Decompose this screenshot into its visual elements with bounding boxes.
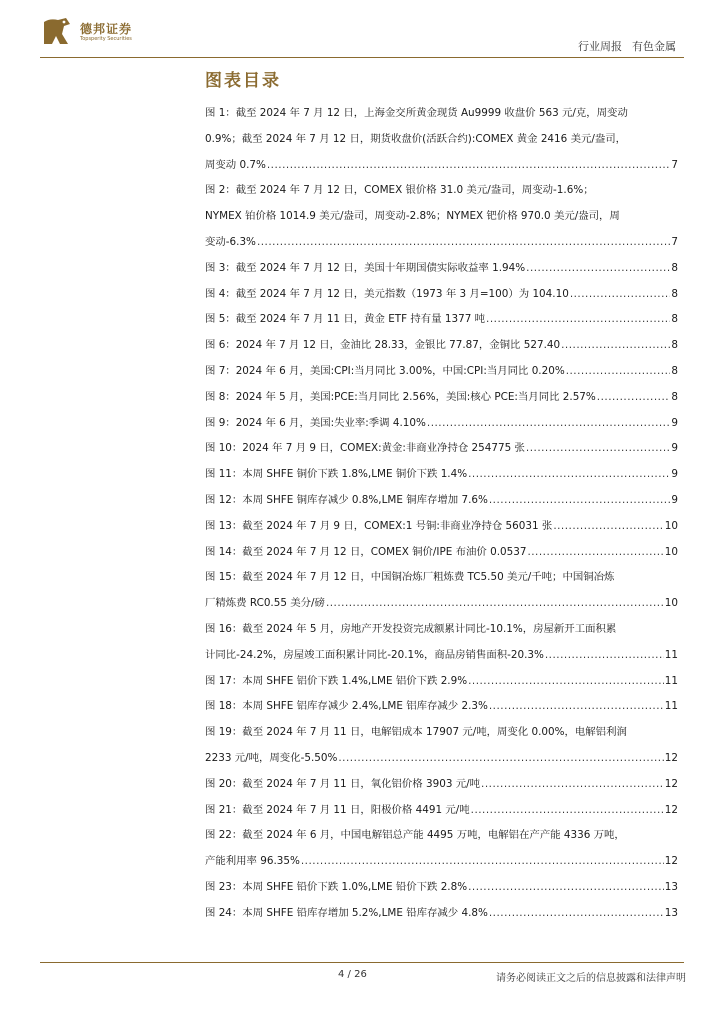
dot-leader [597, 385, 671, 411]
toc-page-number: 7 [671, 235, 678, 248]
toc-entry[interactable] [205, 901, 678, 927]
toc-page-number: 8 [671, 390, 678, 403]
toc-entry[interactable] [205, 875, 678, 901]
company-logo [40, 12, 160, 52]
toc-entry-line [205, 694, 678, 720]
toc-entry-line [205, 488, 678, 514]
disclaimer-text: 请务必阅读正文之后的信息披露和法律声明 [496, 973, 686, 984]
toc-entry[interactable] [205, 436, 678, 462]
toc-entry[interactable] [205, 669, 678, 695]
toc-entry-text: 图 13：截至 2024 年 7 月 9 日，COMEX:1 号铜:非商业净持仓 56031 张 [205, 519, 553, 532]
toc-entry-line: 图 19：截至 2024 年 7 月 11 日，电解铝成本 17907 元/吨，周变化 0.00%，电解铝利润 [205, 726, 627, 739]
dot-leader [338, 746, 663, 772]
toc-title: 图表目录 [205, 71, 281, 91]
dot-leader [570, 282, 671, 308]
toc-entry-line [205, 230, 678, 256]
toc-entry-line [205, 462, 678, 488]
toc-entry-line [205, 849, 678, 875]
toc-entry-text: 图 3：截至 2024 年 7 月 12 日，美国十年期国债实际收益率 1.94% [205, 261, 526, 274]
toc-entry-line [205, 359, 678, 385]
dot-leader [489, 488, 671, 514]
toc-entry-text: 2233 元/吨，周变化-5.50% [205, 751, 338, 764]
toc-entry-line [205, 514, 678, 540]
toc-page-number: 9 [671, 442, 678, 455]
toc-entry-text: 图 17：本周 SHFE 铝价下跌 1.4%,LME 铝价下跌 2.9% [205, 674, 468, 687]
toc-entry[interactable] [205, 565, 678, 617]
toc-entry-text: 图 4：截至 2024 年 7 月 12 日，美元指数（1973 年 3 月=100）为 104.10 [205, 287, 569, 300]
toc-entry-line [205, 643, 678, 669]
toc-entry-text: 厂精炼费 RC0.55 美分/磅 [205, 597, 325, 610]
toc-entry-text: 图 21：截至 2024 年 7 月 11 日，阳极价格 4491 元/吨 [205, 803, 470, 816]
toc-entry-line: 图 1：截至 2024 年 7 月 12 日，上海金交所黄金现货 Au9999 收盘价 563 元/克，周变动 [205, 107, 628, 119]
dot-leader [427, 411, 670, 437]
brand-name: 德邦证券 [80, 22, 133, 36]
toc-entry-line: 0.9%；截至 2024 年 7 月 12 日，期货收盘价(活跃合约):COMEX 黄金 2416 美元/盎司， [205, 132, 627, 145]
toc-page-number: 9 [671, 416, 678, 429]
toc-entry[interactable] [205, 282, 678, 308]
dot-leader [468, 669, 664, 695]
toc-entry-line [205, 385, 678, 411]
dot-leader [526, 436, 670, 462]
table-of-figures [205, 101, 678, 927]
toc-entry-text: 图 14：截至 2024 年 7 月 12 日，COMEX 铜价/IPE 布油价 0.0537 [205, 545, 527, 558]
toc-page-number: 8 [671, 313, 678, 326]
header-divider [40, 57, 684, 58]
toc-entry-line: 图 2：截至 2024 年 7 月 12 日，COMEX 银价格 31.0 美元/盎司，周变动-1.6%； [205, 184, 594, 197]
toc-entry-text: 图 23：本周 SHFE 铅价下跌 1.0%,LME 铅价下跌 2.8% [205, 880, 468, 893]
toc-entry[interactable] [205, 772, 678, 798]
toc-entry[interactable] [205, 514, 678, 540]
toc-entry[interactable] [205, 359, 678, 385]
toc-entry[interactable] [205, 720, 678, 772]
toc-entry-line [205, 772, 678, 798]
toc-entry[interactable] [205, 385, 678, 411]
logo-mark-icon [40, 14, 76, 50]
toc-entry-line [205, 875, 678, 901]
toc-page-number: 11 [664, 674, 678, 687]
toc-entry-line [205, 591, 678, 617]
toc-page-number: 12 [664, 803, 678, 816]
toc-page-number: 9 [671, 468, 678, 481]
dot-leader [527, 540, 663, 566]
dot-leader [257, 230, 670, 256]
toc-page-number: 10 [664, 519, 678, 532]
dot-leader [468, 462, 670, 488]
toc-page-number: 8 [671, 261, 678, 274]
toc-entry[interactable] [205, 101, 678, 178]
toc-entry[interactable] [205, 488, 678, 514]
dot-leader [486, 307, 670, 333]
toc-entry-line [205, 282, 678, 308]
toc-entry-line [205, 153, 678, 179]
toc-entry-line [205, 436, 678, 462]
toc-entry-text: 图 6：2024 年 7 月 12 日，金油比 28.33，金银比 77.87，金铜比 527.40 [205, 339, 561, 352]
toc-entry-line [205, 669, 678, 695]
report-tags [578, 38, 676, 54]
toc-page-number: 11 [664, 648, 678, 661]
toc-entry[interactable] [205, 617, 678, 669]
toc-entry-line [205, 798, 678, 824]
toc-entry-text: 图 7：2024 年 6 月，美国:CPI:当月同比 3.00%，中国:CPI:当月同比 0.20% [205, 364, 565, 377]
dot-leader [545, 643, 664, 669]
toc-page-number: 7 [671, 158, 678, 171]
toc-entry-text: 图 8：2024 年 5 月，美国:PCE:当月同比 2.56%，美国:核心 PCE:当月同比 2.57% [205, 390, 596, 403]
toc-page-number: 8 [671, 287, 678, 300]
toc-page-number: 12 [664, 751, 678, 764]
dot-leader [566, 359, 671, 385]
toc-entry[interactable] [205, 798, 678, 824]
toc-entry-text: 图 5：截至 2024 年 7 月 11 日，黄金 ETF 持有量 1377 吨 [205, 313, 486, 326]
toc-entry-text: 图 11：本周 SHFE 铜价下跌 1.8%,LME 铜价下跌 1.4% [205, 468, 468, 481]
toc-page-number: 10 [664, 597, 678, 610]
page-header [40, 12, 684, 58]
dot-leader [326, 591, 664, 617]
dot-leader [301, 849, 664, 875]
footer-divider [40, 962, 684, 963]
toc-page-number: 9 [671, 493, 678, 506]
toc-entry-line [205, 333, 678, 359]
toc-page-number: 8 [671, 339, 678, 352]
toc-entry-text: 图 24：本周 SHFE 铅库存增加 5.2%,LME 铅库存减少 4.8% [205, 906, 488, 919]
dot-leader [489, 694, 664, 720]
toc-entry[interactable] [205, 307, 678, 333]
toc-entry-line: 图 15：截至 2024 年 7 月 12 日，中国铜冶炼厂粗炼费 TC5.50 美元/千吨；中国铜冶炼 [205, 571, 615, 584]
report-type: 行业周报 [578, 40, 622, 53]
toc-entry[interactable] [205, 462, 678, 488]
toc-entry-text: 图 12：本周 SHFE 铜库存减少 0.8%,LME 铜库存增加 7.6% [205, 493, 488, 506]
toc-page-number: 11 [664, 700, 678, 713]
toc-entry-line [205, 901, 678, 927]
toc-entry[interactable] [205, 411, 678, 437]
toc-page-number: 13 [664, 880, 678, 893]
toc-entry-text: 变动-6.3% [205, 235, 256, 248]
toc-entry-line [205, 411, 678, 437]
toc-entry-line: 图 22：截至 2024 年 6 月，中国电解铝总产能 4495 万吨，电解铝在产产能 4336 万吨， [205, 829, 625, 842]
dot-leader [553, 514, 663, 540]
toc-entry[interactable] [205, 694, 678, 720]
toc-page-number: 13 [664, 906, 678, 919]
toc-page-number: 8 [671, 364, 678, 377]
toc-entry-text: 图 20：截至 2024 年 7 月 11 日，氧化铝价格 3903 元/吨 [205, 777, 481, 790]
toc-page-number: 12 [664, 777, 678, 790]
page-number: 4 / 26 [338, 969, 367, 980]
toc-entry-line: NYMEX 铂价格 1014.9 美元/盎司，周变动-2.8%；NYMEX 钯价格 970.0 美元/盎司，周 [205, 210, 620, 223]
toc-entry-line [205, 256, 678, 282]
toc-entry[interactable] [205, 540, 678, 566]
toc-entry[interactable] [205, 333, 678, 359]
toc-entry[interactable] [205, 256, 678, 282]
dot-leader [481, 772, 664, 798]
dot-leader [468, 875, 664, 901]
toc-entry-text: 图 9：2024 年 6 月，美国:失业率:季调 4.10% [205, 416, 426, 429]
toc-entry-text: 图 10：2024 年 7 月 9 日，COMEX:黄金:非商业净持仓 254775 张 [205, 442, 525, 455]
toc-entry-text: 图 18：本周 SHFE 铝库存减少 2.4%,LME 铝库存减少 2.3% [205, 700, 488, 713]
toc-entry[interactable] [205, 823, 678, 875]
dot-leader [526, 256, 670, 282]
toc-page-number: 12 [664, 855, 678, 868]
dot-leader [561, 333, 670, 359]
toc-entry-line [205, 540, 678, 566]
toc-entry-line: 图 16：截至 2024 年 5 月，房地产开发投资完成额累计同比-10.1%，房屋新开工面积累 [205, 622, 617, 635]
dot-leader [489, 901, 664, 927]
toc-entry-line [205, 307, 678, 333]
toc-entry-line [205, 746, 678, 772]
dot-leader [267, 153, 671, 179]
toc-entry-text: 周变动 0.7% [205, 158, 266, 171]
dot-leader [471, 798, 664, 824]
toc-page-number: 10 [664, 545, 678, 558]
brand-subtitle: Topsperity Securities [80, 36, 132, 42]
industry-tag: 有色金属 [632, 40, 676, 53]
toc-entry-text: 产能利用率 96.35% [205, 855, 300, 868]
toc-entry[interactable] [205, 178, 678, 255]
toc-entry-text: 计同比-24.2%，房屋竣工面积累计同比-20.1%，商品房销售面积-20.3% [205, 648, 544, 661]
